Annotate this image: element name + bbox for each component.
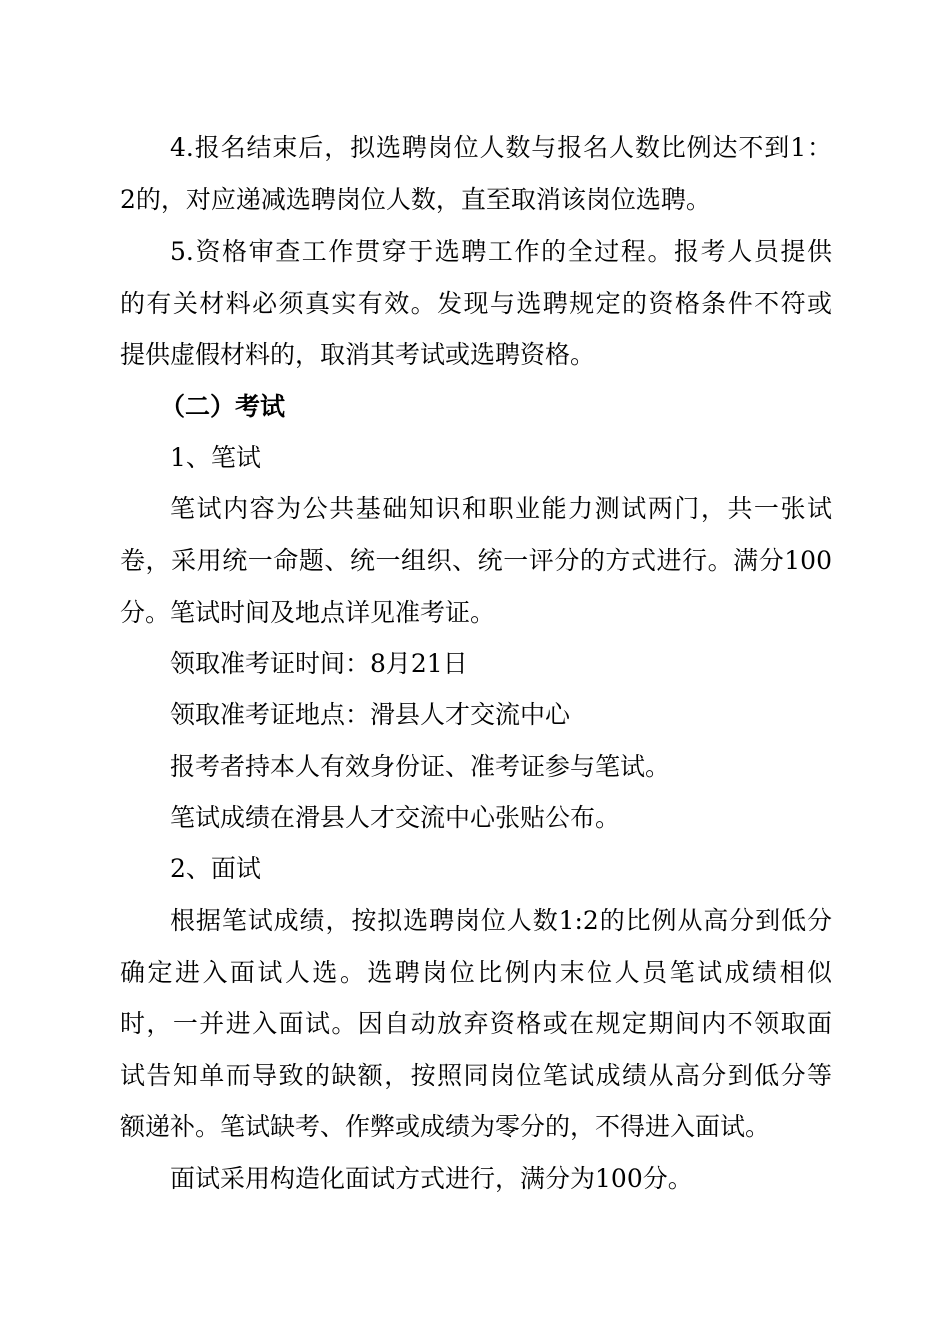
paragraph-5-line-1: 5.资格审查工作贯穿于选聘工作的全过程。报考人员提供 <box>170 237 832 266</box>
subheading-written-exam: 1、笔试 <box>170 443 261 472</box>
interview-para-line-2: 确定进入面试人选。选聘岗位比例内末位人员笔试成绩相似 <box>120 958 832 987</box>
subheading-interview: 2、面试 <box>170 854 261 883</box>
ticket-time: 领取准考证时间：8月21日 <box>170 649 468 678</box>
section-heading-exam: （二）考试 <box>160 392 286 421</box>
interview-para-line-1: 根据笔试成绩，按拟选聘岗位人数1:2的比例从高分到低分 <box>170 906 832 935</box>
paragraph-4-line-2: 2的，对应递减选聘岗位人数，直至取消该岗位选聘。 <box>120 185 711 214</box>
interview-para-line-5: 额递补。笔试缺考、作弊或成绩为零分的，不得进入面试。 <box>120 1112 771 1141</box>
written-exam-para-line-1: 笔试内容为公共基础知识和职业能力测试两门，共一张试 <box>170 494 832 523</box>
paragraph-5-line-2: 的有关材料必须真实有效。发现与选聘规定的资格条件不符或 <box>120 289 832 318</box>
interview-para-line-4: 试告知单而导致的缺额，按照同岗位笔试成绩从高分到低分等 <box>120 1061 832 1090</box>
ticket-place: 领取准考证地点：滑县人才交流中心 <box>170 700 571 729</box>
written-exam-para-line-2: 卷，采用统一命题、统一组织、统一评分的方式进行。满分100 <box>120 546 832 575</box>
id-note: 报考者持本人有效身份证、准考证参与笔试。 <box>170 752 671 781</box>
interview-method-note: 面试采用构造化面试方式进行，满分为100分。 <box>170 1164 693 1193</box>
paragraph-4-line-1: 4.报名结束后，拟选聘岗位人数与报名人数比例达不到1： <box>170 133 832 162</box>
results-note: 笔试成绩在滑县人才交流中心张贴公布。 <box>170 803 621 832</box>
paragraph-5-line-3: 提供虚假材料的，取消其考试或选聘资格。 <box>120 340 596 369</box>
interview-para-line-3: 时，一并进入面试。因自动放弃资格或在规定期间内不领取面 <box>120 1009 832 1038</box>
written-exam-para-line-3: 分。笔试时间及地点详见准考证。 <box>120 598 496 627</box>
